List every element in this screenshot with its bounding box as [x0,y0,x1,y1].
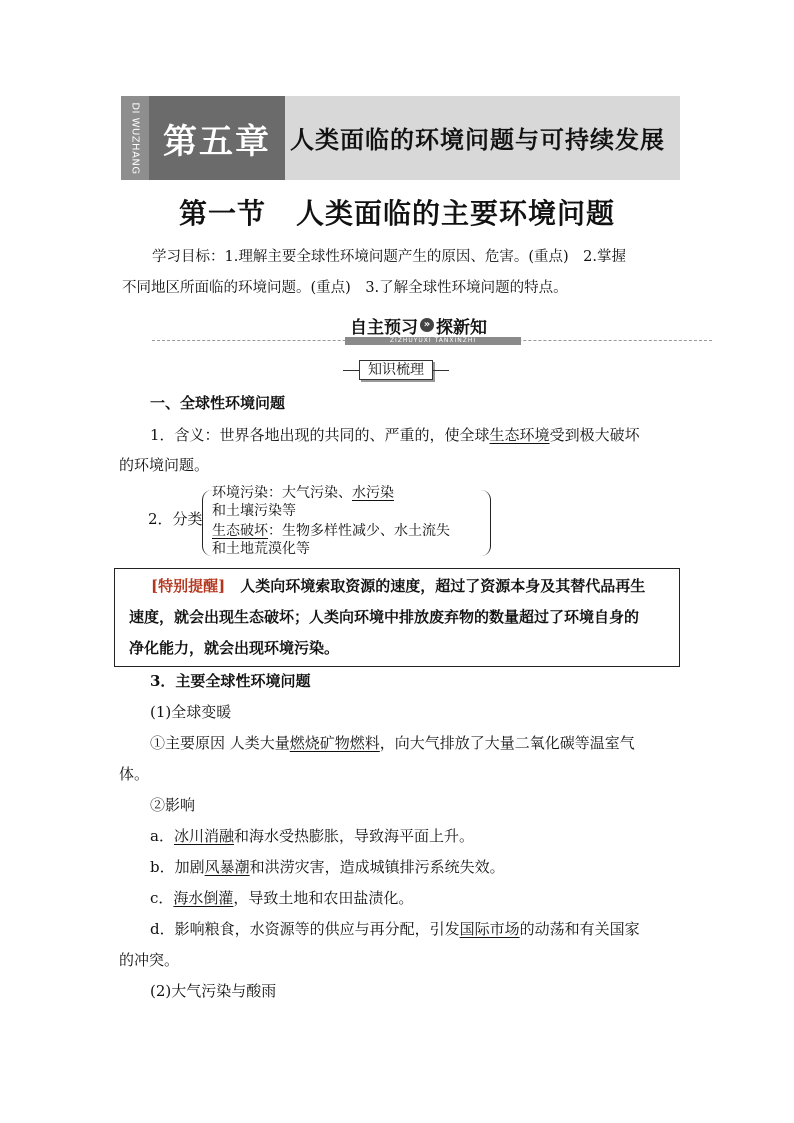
classification [148,484,498,560]
impact-c [150,883,413,913]
definition-line-1 [150,420,640,450]
definition-line-2: 的环境问题。 [119,456,210,474]
chapter-side-tab-text: DI WUZHANG [129,101,141,175]
impact-b-prefix: b．加剧 [150,858,205,876]
impact-a-prefix: a． [150,827,174,845]
note-line-2: 速度，就会出现生态破坏；人类向环境中排放废弃物的数量超过了环境自身的 [129,608,640,626]
impact-a [150,821,474,851]
definition-text-b: 受到极大破坏 [549,426,640,444]
tag-right-rule [433,370,449,371]
section-number: 第一节 [178,197,266,230]
cls-line1-text: 环境污染：大气污染、 [212,485,352,501]
impact-a-text: 和海水受热膨胀，导致海平面上升。 [233,827,474,845]
chapter-title: 人类面临的环境问题与可持续发展 [290,125,665,154]
cls-line3-underline: 生态破坏 [212,523,268,539]
impact-d-prefix: d．影响粮食，水资源等的供应与再分配，引发 [150,920,460,938]
impact-d-underline: 国际市场 [459,920,520,938]
section-name: 人类面临的主要环境问题 [296,197,616,230]
impact-c-text: ，导致土地和农田盐渍化。 [233,889,414,907]
cause-text-b: ，向大气排放了大量二氧化碳等温室气 [379,734,635,752]
impact-b [150,852,505,882]
impact-d-text: 的动荡和有关国家 [519,920,640,938]
preview-banner [350,313,487,337]
impact-a-underline: 冰川消融 [173,827,234,845]
cause-underline: 燃烧矿物燃料 [289,734,380,752]
tag-left-rule [343,370,359,371]
impact-b-text: 和洪涝灾害，造成城镇排污系统失效。 [249,858,505,876]
impact-c-prefix: c． [150,889,174,907]
preview-left: 自主预习 [350,317,418,338]
part3-heading: 3．主要全球性环境问题 [150,672,311,690]
chapter-side-tab [121,96,149,180]
classification-line-1 [212,484,394,502]
impact-b-underline: 风暴潮 [204,858,250,876]
knowledge-tag [343,359,449,381]
subheading-acid-rain: (2)大气污染与酸雨 [150,982,277,1000]
note-line-3: 净化能力，就会出现环境污染。 [129,639,340,657]
note-line-1 [129,571,675,602]
cls-line1-underline: 水污染 [352,485,394,501]
cause-text-a: ①主要原因 人类大量 [150,734,290,752]
objectives-line-2: 不同地区所面临的环境问题。(重点) 3.了解全球性环境问题的特点。 [122,280,568,296]
cause-line-1 [150,728,635,758]
definition-text-a: 1．含义：世界各地出现的共同的、严重的，使全球 [150,426,490,444]
preview-pinyin: ZIZHUYUXI TANXINZHI [345,337,521,345]
impact-c-underline: 海水倒灌 [173,889,234,907]
impact-d-line-2: 的冲突。 [119,951,180,969]
objectives-line-1: 学习目标：1.理解主要全球性环境问题产生的原因、危害。(重点) 2.掌握 [152,249,626,265]
classification-line-4: 和土地荒漠化等 [212,541,310,557]
right-brace [480,490,491,556]
classification-label: 2．分类 [148,510,203,528]
note-line-1-text: 人类向环境索取资源的速度，超过了资源本身及其替代品再生 [225,577,646,595]
double-chevron-icon: » [420,318,434,332]
preview-right: 探新知 [436,317,487,338]
impact-d [150,914,640,944]
classification-line-2: 和土壤污染等 [212,503,296,519]
definition-underline: 生态环境 [489,426,550,444]
impact-heading: ②影响 [150,796,196,814]
cls-line3-text: ：生物多样性减少、水土流失 [268,523,450,539]
subheading-warming: (1)全球变暖 [150,703,232,721]
part1-heading: 一、全球性环境问题 [150,394,286,412]
classification-line-3 [212,522,450,540]
section-title [0,192,794,232]
cause-line-2: 体。 [119,765,150,783]
special-note-text [129,571,675,664]
knowledge-tag-label: 知识梳理 [359,360,433,380]
note-label: [特别提醒] [151,577,226,595]
chapter-label: 第五章 [149,96,285,180]
special-note [114,568,680,667]
